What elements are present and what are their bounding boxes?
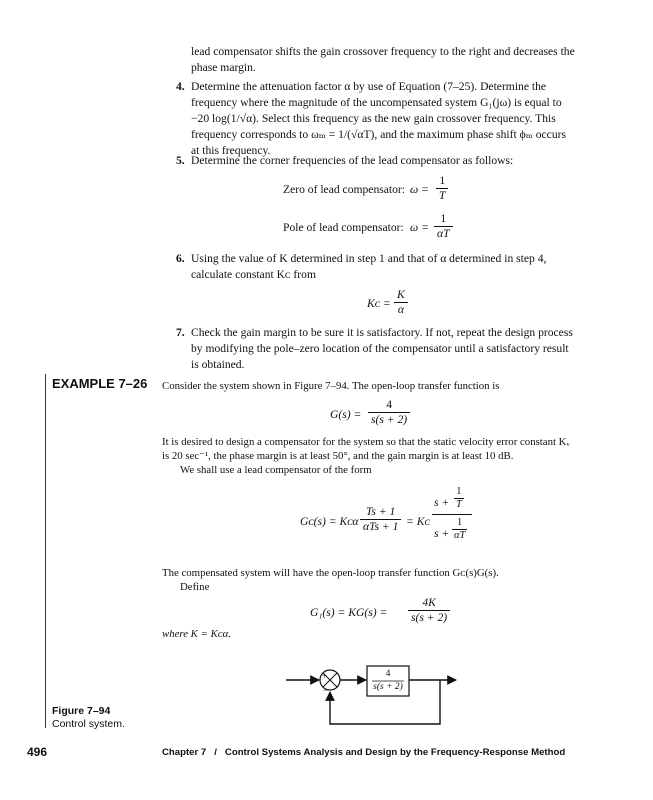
plant-block-den: s(s + 2) [373,682,403,692]
running-footer: Chapter 7 / Control Systems Analysis and Design by the Frequency-Response Method [162,747,566,758]
step-5-number: 5. [176,154,185,167]
gc-den-one: 1 [452,517,467,530]
g-fraction-num: 4 [368,398,410,413]
g1-lhs: G₁(s) = KG(s) = [310,606,388,619]
g-lhs: G(s) = [330,408,362,421]
example-where: where K = Kᴄα. [162,628,232,640]
zero-omega-eq: ω = [410,183,429,196]
kc-fraction-den: α [397,303,404,316]
zero-fraction-den: T [439,189,446,202]
gc-lhs: Gᴄ(s) = Kᴄα [300,515,359,528]
example-p2-line-1: It is desired to design a compensator for the system so that the static velocity error constant Kᵥ [162,436,570,448]
summing-minus-sign: − [323,685,329,695]
example-p4: The compensated system will have the open-loop transfer function Gᴄ(s)G(s). [162,567,499,579]
gc-num-one: 1 [454,486,464,499]
g1-fraction-num: 4K [408,596,450,611]
g-fraction [368,398,410,427]
example-margin-rule [45,374,46,728]
step-4-line-5: at this frequency. [191,144,271,157]
example-line-1: Consider the system shown in Figure 7–94. The open-loop transfer function is [162,380,500,392]
gc-den-s-plus: s + [434,527,450,540]
example-p3: We shall use a lead compensator of the form [180,464,372,476]
page-number: 496 [27,745,48,759]
figure-label: Figure 7–94 [52,705,111,717]
gc-num-s-plus: s + [434,496,450,509]
g1-fraction [408,596,450,625]
gc-fraction-1-den: αTs + 1 [363,520,399,533]
step-5-line-1: Determine the corner frequencies of the lead compensator as follows: [191,154,514,167]
gc-fraction-2-den [432,515,472,543]
step-7-number: 7. [176,326,185,339]
zero-fraction-num: 1 [436,174,448,189]
plant-block-num: 4 [385,669,391,679]
g-fraction-den: s(s + 2) [371,413,408,426]
intro-line-1: lead compensator shifts the gain crossover frequency to the right and decreases the [191,45,575,58]
summing-plus-sign: + [322,671,328,681]
intro-line-2: phase margin. [191,61,256,74]
pole-fraction-num: 1 [434,212,453,227]
gc-fraction-2 [432,486,472,543]
step-7-line-1: Check the gain margin to be sure it is satisfactory. If not, repeat the design process [191,326,573,339]
step-4-line-2: frequency where the magnitude of the uncompensated system G₁(jω) is equal to [191,96,562,109]
example-label: EXAMPLE 7–26 [52,376,148,391]
example-p2-line-2: is 20 sec⁻¹, the phase margin is at least 50°, and the gain margin is at least 10 dB. [162,450,514,462]
pole-omega-eq: ω = [410,221,429,234]
zero-fraction [436,174,448,203]
step-7-line-3: is obtained. [191,358,245,371]
pole-label: Pole of lead compensator: [283,221,404,234]
figure-caption: Control system. [52,718,125,730]
gc-fraction-1-num: Ts + 1 [360,505,401,520]
step-6-number: 6. [176,252,185,265]
pole-fraction-den: αT [437,227,450,240]
gc-den-aT: αT [454,530,466,541]
zero-label: Zero of lead compensator: [283,183,406,196]
step-4-line-4: frequency corresponds to ωₘ = 1/(√αT), and the maximum phase shift ϕₘ occurs [191,128,567,141]
step-6-line-2: calculate constant Kᴄ from [191,268,316,281]
gc-fraction-1 [360,505,401,534]
gc-num-T: T [456,499,462,510]
pole-fraction [434,212,453,241]
kc-fraction [394,288,408,317]
step-4-number: 4. [176,80,185,93]
g1-fraction-den: s(s + 2) [411,611,448,624]
step-6-line-1: Using the value of K determined in step 1 and that of α determined in step 4, [191,252,547,265]
kc-lhs: Kᴄ = [367,297,391,310]
gc-mid: = Kᴄ [406,515,430,528]
step-7-line-2: by modifying the pole–zero location of the compensator until a satisfactory result [191,342,569,355]
kc-fraction-num: K [394,288,408,303]
step-4-line-3: −20 log(1/√α). Select this frequency as the new gain crossover frequency. This [191,112,556,125]
step-4-line-1: Determine the attenuation factor α by use of Equation (7–25). Determine the [191,80,547,93]
example-define: Define [180,581,210,593]
gc-fraction-2-num [432,486,472,514]
